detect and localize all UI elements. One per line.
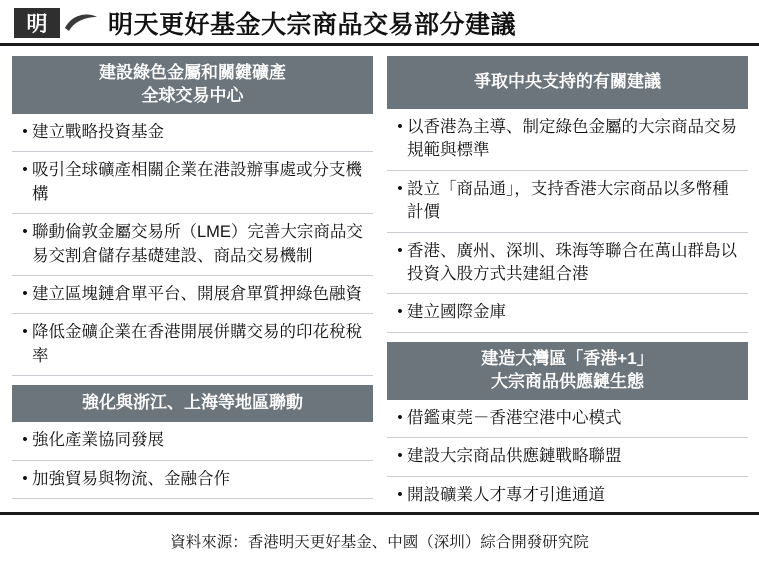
heading-line-2: 全球交易中心 bbox=[141, 85, 244, 105]
bullet-dot-icon: • bbox=[22, 161, 28, 179]
list-item bbox=[12, 461, 373, 499]
list-item bbox=[12, 152, 373, 214]
bullet-dot-icon: • bbox=[397, 241, 403, 259]
source-note: 資料來源：香港明天更好基金、中國（深圳）綜合開發研究院 bbox=[170, 534, 589, 551]
list-item bbox=[12, 214, 373, 276]
list-item bbox=[12, 314, 373, 376]
bullet-dot-icon: • bbox=[22, 323, 28, 341]
list-item-label: 開設礦業人才專才引進通道 bbox=[407, 485, 605, 504]
list-item-label: 建立國際金庫 bbox=[407, 303, 506, 322]
list-item bbox=[387, 438, 748, 476]
list-item bbox=[387, 109, 748, 171]
spacer bbox=[12, 376, 373, 385]
list-item bbox=[387, 477, 748, 515]
section-heading-central-support bbox=[387, 56, 748, 109]
bullet-dot-icon: • bbox=[397, 447, 403, 465]
list-gba-supply-chain bbox=[387, 400, 748, 515]
section-heading-zhejiang-shanghai: 強化與浙江、上海等地區聯動 bbox=[12, 385, 373, 422]
list-item-label: 降低金礦企業在香港開展併購交易的印花稅稅率 bbox=[32, 323, 362, 365]
publisher-logo: 明 bbox=[14, 8, 60, 38]
list-item-label: 以香港為主導、制定綠色金屬的大宗商品交易規範與標準 bbox=[407, 117, 737, 160]
bullet-dot-icon: • bbox=[22, 284, 28, 302]
list-item bbox=[12, 114, 373, 152]
section-heading-gba-supply-chain bbox=[387, 342, 748, 400]
list-item bbox=[12, 276, 373, 314]
list-item bbox=[387, 171, 748, 233]
list-item-label: 設立「商品通」，支持香港大宗商品以多幣種計價 bbox=[407, 179, 729, 222]
swoosh-icon bbox=[64, 10, 98, 36]
bullet-dot-icon: • bbox=[397, 485, 403, 503]
bullet-dot-icon: • bbox=[22, 431, 28, 449]
list-item-label: 建立區塊鏈倉單平台、開展倉單質押綠色融資 bbox=[32, 284, 362, 303]
list-item bbox=[387, 400, 748, 438]
header bbox=[0, 0, 759, 46]
bullet-dot-icon: • bbox=[22, 223, 28, 241]
list-item-label: 建立戰略投資基金 bbox=[32, 122, 164, 141]
list-item-label: 建設大宗商品供應鏈戰略聯盟 bbox=[407, 447, 622, 466]
list-item-label: 加強貿易與物流、金融合作 bbox=[32, 469, 230, 488]
content-columns bbox=[0, 46, 759, 515]
heading-line-2: 大宗商品供應鏈生態 bbox=[491, 371, 644, 391]
heading-line-1: 建設綠色金屬和關鍵礦產 bbox=[99, 63, 286, 82]
list-zhejiang-shanghai bbox=[12, 422, 373, 499]
spacer bbox=[387, 333, 748, 342]
list-green-metals bbox=[12, 114, 373, 376]
bullet-dot-icon: • bbox=[397, 179, 403, 197]
right-column bbox=[387, 56, 748, 515]
list-central-support bbox=[387, 109, 748, 333]
section-heading-green-metals bbox=[12, 56, 373, 114]
list-item-label: 吸引全球礦產相關企業在港設辦事處或分支機構 bbox=[32, 161, 362, 203]
list-item bbox=[387, 233, 748, 295]
list-item-label: 聯動倫敦金屬交易所（LME）完善大宗商品交易交割倉儲存基礎建設、商品交易機制 bbox=[32, 223, 363, 265]
list-item-label: 香港、廣州、深圳、珠海等聯合在萬山群島以投資入股方式共建組合港 bbox=[407, 241, 737, 284]
list-item bbox=[12, 422, 373, 460]
heading-line-1: 爭取中央支持的有關建議 bbox=[474, 72, 661, 91]
left-column bbox=[12, 56, 373, 515]
footer bbox=[0, 512, 759, 567]
bullet-dot-icon: • bbox=[22, 122, 28, 140]
list-item-label: 強化產業協同發展 bbox=[32, 431, 164, 450]
list-item-label: 借鑑東莞－香港空港中心模式 bbox=[407, 408, 622, 427]
page-title: 明天更好基金大宗商品交易部分建議 bbox=[108, 10, 517, 39]
list-item bbox=[387, 294, 748, 332]
bullet-dot-icon: • bbox=[397, 303, 403, 321]
bullet-dot-icon: • bbox=[397, 408, 403, 426]
heading-line-1: 建造大灣區「香港+1」 bbox=[481, 348, 654, 368]
bullet-dot-icon: • bbox=[22, 469, 28, 487]
bullet-dot-icon: • bbox=[397, 117, 403, 135]
